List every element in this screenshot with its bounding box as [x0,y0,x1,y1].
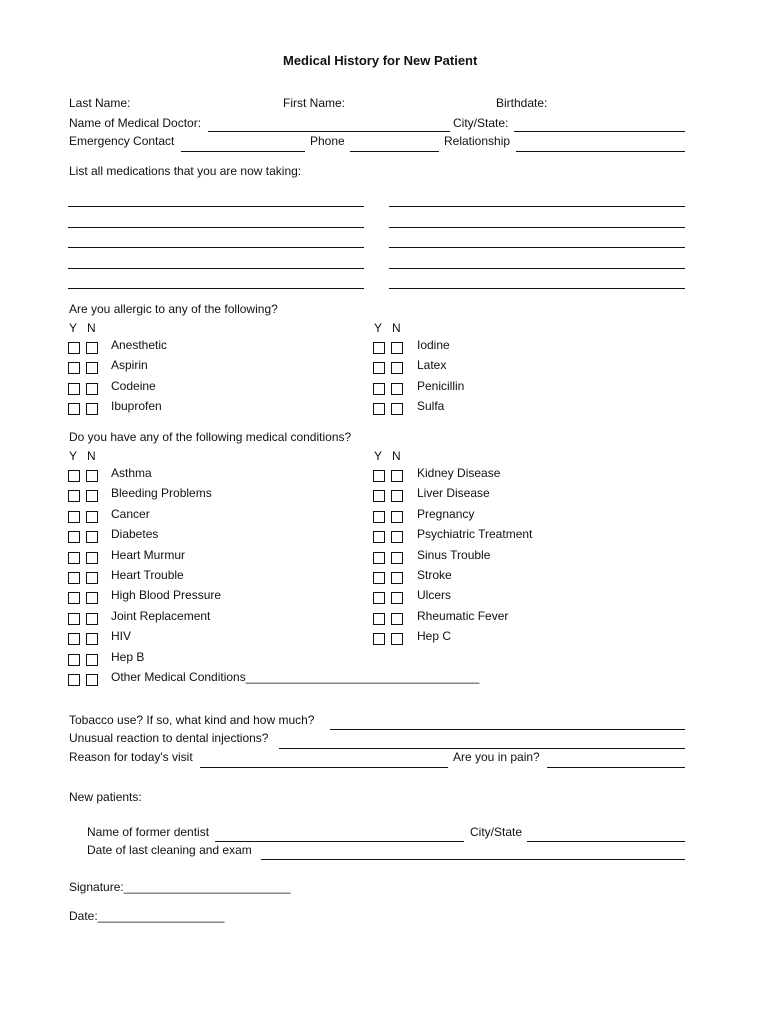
birthdate-field[interactable] [554,95,688,113]
medication-field-left-3[interactable] [68,230,368,248]
item-label-ulcers: Ulcers [417,588,452,603]
medication-field-right-2[interactable] [389,210,689,228]
checkbox-no-stroke[interactable] [391,572,403,584]
checkbox-no-other-medical-conditions[interactable] [86,674,98,686]
item-label-cancer: Cancer [111,506,150,521]
checkbox-no-asthma[interactable] [86,470,98,482]
date-label: Date:___________________ [69,909,225,923]
checkbox-no-hep-b[interactable] [86,654,98,666]
checkbox-no-bleeding-problems[interactable] [86,490,98,502]
allergies-question: Are you allergic to any of the following? [69,302,278,316]
checkbox-no-high-blood-pressure[interactable] [86,592,98,604]
relationship-label: Relationship [444,134,511,148]
checkbox-yes-high-blood-pressure[interactable] [68,592,80,604]
checkbox-yes-sinus-trouble[interactable] [373,552,385,564]
checkbox-yes-cancer[interactable] [68,511,80,523]
medication-field-right-1[interactable] [389,189,689,207]
doctor-field[interactable] [208,114,454,132]
last-name-field[interactable] [136,95,280,113]
allergies-y-header-left: Y [69,321,78,335]
item-label-hep-b: Hep B [111,649,145,664]
item-label-heart-murmur: Heart Murmur [111,547,186,562]
checkbox-no-hep-c[interactable] [391,633,403,645]
checkbox-no-kidney-disease[interactable] [391,470,403,482]
medication-field-left-1[interactable] [68,189,368,207]
checkbox-no-latex[interactable] [391,362,403,374]
item-label-pregnancy: Pregnancy [417,506,475,521]
signature-label: Signature:_________________________ [69,880,291,894]
item-label-heart-trouble: Heart Trouble [111,568,184,582]
checkbox-yes-ibuprofen[interactable] [68,403,80,415]
item-label-other-medical-conditions: Other Medical Conditions___________________________________ [111,670,480,684]
phone-field[interactable] [350,134,443,152]
item-label-iodine: Iodine [417,338,450,352]
checkbox-no-anesthetic[interactable] [86,342,98,354]
checkbox-yes-hep-b[interactable] [68,654,80,666]
item-label-sinus-trouble: Sinus Trouble [417,547,491,562]
item-label-high-blood-pressure: High Blood Pressure [111,588,222,603]
checkbox-no-sulfa[interactable] [391,403,403,415]
checkbox-yes-joint-replacement[interactable] [68,613,80,625]
checkbox-yes-codeine[interactable] [68,383,80,395]
checkbox-yes-psychiatric-treatment[interactable] [373,531,385,543]
item-label-liver-disease: Liver Disease [417,486,490,501]
checkbox-yes-latex[interactable] [373,362,385,374]
checkbox-no-joint-replacement[interactable] [86,613,98,625]
former-dentist-label: Name of former dentist [87,825,210,839]
checkbox-yes-iodine[interactable] [373,342,385,354]
doctor-city-state-label: City/State: [453,116,509,130]
checkbox-yes-asthma[interactable] [68,470,80,482]
item-label-diabetes: Diabetes [111,527,159,542]
phone-label: Phone [310,134,345,148]
checkbox-no-aspirin[interactable] [86,362,98,374]
relationship-field[interactable] [516,134,689,152]
medication-field-left-2[interactable] [68,210,368,228]
item-label-asthma: Asthma [111,466,152,480]
checkbox-no-heart-murmur[interactable] [86,552,98,564]
checkbox-yes-bleeding-problems[interactable] [68,490,80,502]
checkbox-yes-heart-trouble[interactable] [68,572,80,584]
checkbox-yes-other-medical-conditions[interactable] [68,674,80,686]
pain-field[interactable] [547,750,689,768]
former-dentist-field[interactable] [215,824,468,842]
item-label-aspirin: Aspirin [111,358,148,373]
checkbox-yes-rheumatic-fever[interactable] [373,613,385,625]
emergency-contact-field[interactable] [181,134,309,152]
last-name-label: Last Name: [69,96,131,110]
birthdate-label: Birthdate: [496,96,548,110]
medications-label: List all medications that you are now taking: [69,164,302,178]
checkbox-no-codeine[interactable] [86,383,98,395]
checkbox-no-ulcers[interactable] [391,592,403,604]
visit-reason-field[interactable] [200,750,452,768]
allergies-y-header-right: Y [374,321,383,335]
item-label-codeine: Codeine [111,378,156,393]
first-name-field[interactable] [352,95,494,113]
checkbox-no-cancer[interactable] [86,511,98,523]
first-name-label: First Name: [283,96,346,110]
doctor-label: Name of Medical Doctor: [69,116,202,130]
checkbox-yes-diabetes[interactable] [68,531,80,543]
tobacco-field[interactable] [330,712,689,730]
item-label-bleeding-problems: Bleeding Problems [111,486,212,501]
checkbox-yes-hep-c[interactable] [373,633,385,645]
visit-reason-label: Reason for today's visit [69,750,193,764]
checkbox-yes-kidney-disease[interactable] [373,470,385,482]
medication-field-left-4[interactable] [68,251,368,269]
checkbox-no-iodine[interactable] [391,342,403,354]
checkbox-no-psychiatric-treatment[interactable] [391,531,403,543]
page-title: Medical History for New Patient [283,53,478,68]
item-label-ibuprofen: Ibuprofen [111,399,162,414]
item-label-penicillin: Penicillin [417,378,465,393]
checkbox-no-rheumatic-fever[interactable] [391,613,403,625]
conditions-n-header-left: N [87,449,96,463]
conditions-y-header-left: Y [69,449,78,463]
medication-field-left-5[interactable] [68,271,368,289]
dentist-city-state-field[interactable] [527,824,689,842]
tobacco-label: Tobacco use? If so, what kind and how much? [69,713,315,727]
item-label-hiv: HIV [111,629,132,644]
checkbox-yes-pregnancy[interactable] [373,511,385,523]
item-label-stroke: Stroke [417,568,452,582]
conditions-n-header-right: N [392,449,401,463]
last-cleaning-field[interactable] [261,842,689,860]
dentist-city-state-label: City/State [470,825,523,839]
medication-field-right-3[interactable] [389,230,689,248]
allergies-n-header-left: N [87,321,96,335]
item-label-psychiatric-treatment: Psychiatric Treatment [417,527,533,542]
doctor-city-state-field[interactable] [514,114,689,132]
pain-label: Are you in pain? [453,750,540,764]
checkbox-yes-heart-murmur[interactable] [68,552,80,564]
dental-reaction-label: Unusual reaction to dental injections? [69,731,269,745]
last-cleaning-label: Date of last cleaning and exam [87,843,252,857]
checkbox-no-liver-disease[interactable] [391,490,403,502]
checkbox-yes-hiv[interactable] [68,633,80,645]
checkbox-no-ibuprofen[interactable] [86,403,98,415]
date-field[interactable] [102,907,241,925]
checkbox-yes-ulcers[interactable] [373,592,385,604]
checkbox-no-pregnancy[interactable] [391,511,403,523]
checkbox-yes-anesthetic[interactable] [68,342,80,354]
medication-field-right-5[interactable] [389,271,689,289]
checkbox-no-hiv[interactable] [86,633,98,645]
item-label-hep-c: Hep C [417,629,452,644]
item-label-sulfa: Sulfa [417,399,445,414]
checkbox-yes-liver-disease[interactable] [373,490,385,502]
item-label-kidney-disease: Kidney Disease [417,466,501,480]
checkbox-yes-sulfa[interactable] [373,403,385,415]
conditions-question: Do you have any of the following medical conditions? [69,430,352,444]
checkbox-yes-penicillin[interactable] [373,383,385,395]
emergency-contact-label: Emergency Contact [69,134,175,148]
dental-reaction-field[interactable] [279,731,689,749]
conditions-y-header-right: Y [374,449,383,463]
checkbox-yes-stroke[interactable] [373,572,385,584]
signature-field[interactable] [130,878,302,896]
checkbox-no-sinus-trouble[interactable] [391,552,403,564]
medication-field-right-4[interactable] [389,251,689,269]
new-patients-label: New patients: [69,790,142,804]
item-label-joint-replacement: Joint Replacement [111,608,211,623]
item-label-rheumatic-fever: Rheumatic Fever [417,608,509,623]
checkbox-no-diabetes[interactable] [86,531,98,543]
checkbox-yes-aspirin[interactable] [68,362,80,374]
item-label-latex: Latex [417,358,447,373]
allergies-n-header-right: N [392,321,401,335]
checkbox-no-penicillin[interactable] [391,383,403,395]
item-label-anesthetic: Anesthetic [111,338,168,352]
checkbox-no-heart-trouble[interactable] [86,572,98,584]
